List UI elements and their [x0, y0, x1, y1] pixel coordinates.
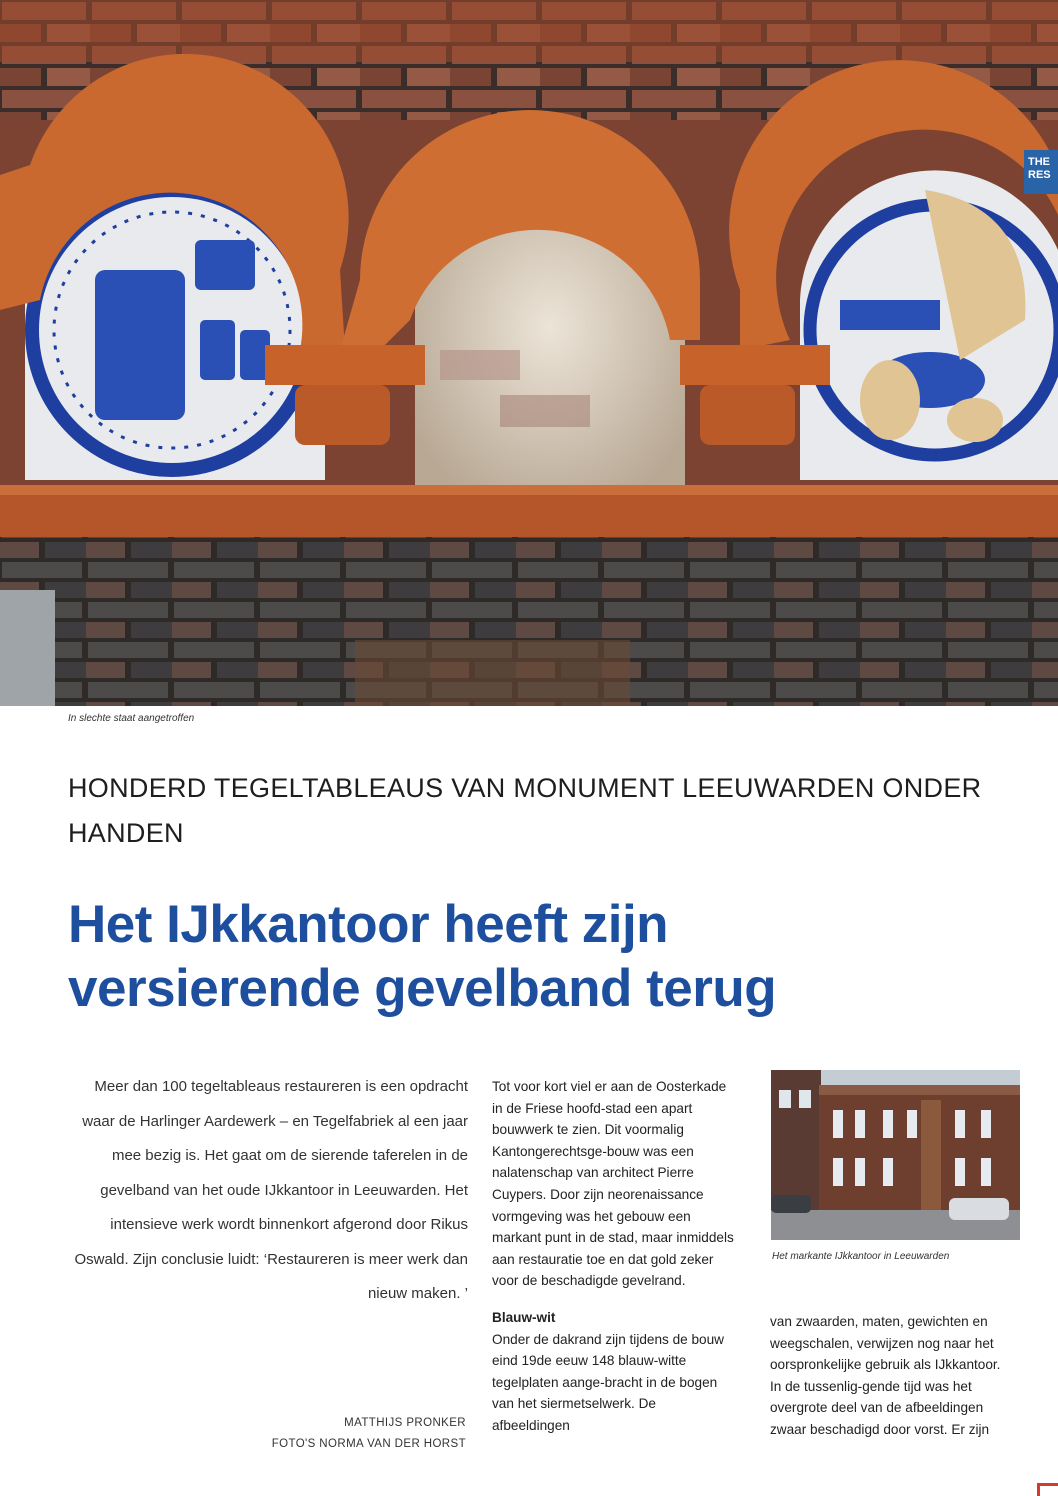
- building-photo-caption: Het markante IJkkantoor in Leeuwarden: [772, 1251, 950, 1262]
- byline-photos: FOTO'S NORMA VAN DER HORST: [271, 1438, 466, 1450]
- building-photo: [771, 1070, 1020, 1240]
- section-tab-line2: RES: [1028, 169, 1051, 181]
- body-paragraph: van zwaarden, maten, gewichten en weegschalen, verwijzen nog naar het oorspronkelijke gebruik als IJkkantoor. In de tussenlig-gende tijd was het overgrote deel van de afbeeldingen zwaar beschadigd door vorst. Er zijn: [770, 1314, 1001, 1437]
- hero-photo: [0, 0, 1058, 706]
- byline-author: MATTHIJS PRONKER: [344, 1417, 466, 1429]
- section-heading: Blauw-wit: [492, 1309, 556, 1325]
- page-corner-mark: [1037, 1483, 1058, 1496]
- hero-caption: In slechte staat aangetroffen: [68, 713, 195, 724]
- section-tab-line1: THE: [1028, 156, 1050, 168]
- headline-line-1: Het IJkkantoor heeft zijn: [68, 895, 669, 954]
- article-intro: Meer dan 100 tegeltableaus restaureren is een opdracht waar de Harlinger Aardewerk – en Tegelfabriek al een jaar mee bezig is. Het gaat om de sierende taferelen in de gevelband van het oude IJkkantoor in Leeuwarden. Het intensieve werk wordt binnenkort afgerond door Rikus Oswald. Zijn conclusie luidt: ‘Restaureren is meer werk dan nieuw maken. ’: [74, 1078, 468, 1302]
- body-paragraph: Onder de dakrand zijn tijdens de bouw eind 19de eeuw 148 blauw-witte tegelplaten aange-bracht in de bogen van het siermetselwerk. De afbeeldingen: [492, 1331, 724, 1433]
- article-headline: [68, 893, 1018, 1021]
- body-column-2: [492, 1076, 737, 1437]
- article-kicker: HONDERD TEGELTABLEAUS VAN MONUMENT LEEUWARDEN ONDER HANDEN: [68, 773, 982, 848]
- body-column-3: [770, 1311, 1010, 1441]
- byline: [200, 1413, 466, 1455]
- body-paragraph: Tot voor kort viel er aan de Oosterkade in de Friese hoofd-stad een apart bouwwerk te zien. Dit voormalig Kantongerechtsge-bouw was een nalatenschap van architect Pierre Cuypers. Door zijn neorenaissance vormgeving was het gebouw een markant punt in de stad, maar inmiddels aan restauratie toe en dat gold zeker voor de beschadigde gevelrand.: [492, 1079, 734, 1289]
- headline-line-2: versierende gevelband terug: [68, 959, 777, 1018]
- section-tab: [1024, 150, 1058, 194]
